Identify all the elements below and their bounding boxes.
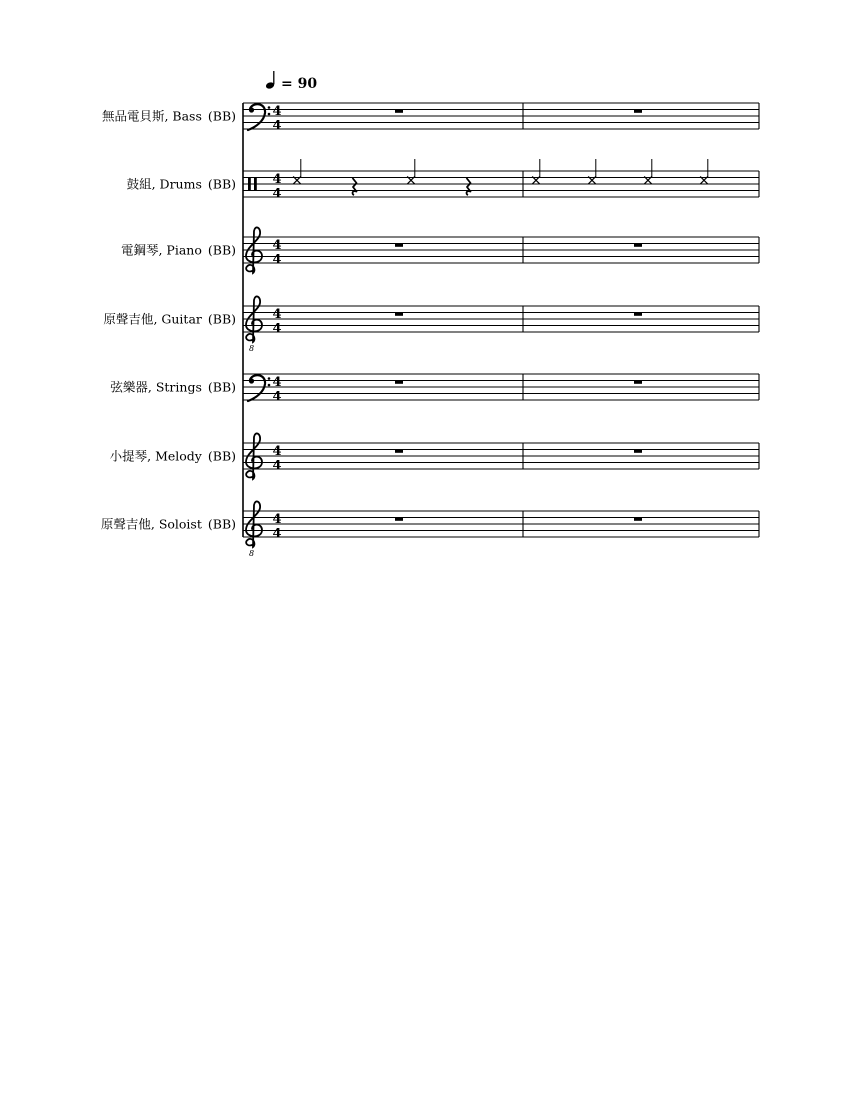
staff-label-zh: 鼓組 [126,176,152,192]
staff-label-en: , Piano [158,242,202,258]
bass-clef-dot [249,378,254,383]
time-signature-numerator: 4 [272,444,282,459]
staff-1 [102,103,759,134]
staff-label-tag: (BB) [207,448,236,464]
staff-label [127,177,236,192]
time-signature-denominator: 4 [272,389,282,405]
quarter-rest [353,178,357,195]
staff-label-en: , Bass [164,108,202,124]
staff-label [121,243,236,258]
staff-label-tag: (BB) [207,379,236,395]
time-signature-numerator: 4 [272,172,282,187]
staff-3 [121,227,759,273]
time-signature-numerator: 4 [272,307,282,322]
staff-label-zh: 無品電貝斯 [101,108,165,124]
staff-7 [101,501,759,558]
staff-label [103,312,236,327]
time-signature-denominator: 4 [272,526,282,542]
staff-label-tag: (BB) [207,176,236,192]
staff-label-en: , Strings [147,379,202,395]
staff-label-en: , Guitar [153,311,202,327]
time-signature-denominator: 4 [272,252,282,268]
staff-6 [110,433,759,479]
whole-rest [395,313,403,316]
staff-4 [103,296,759,353]
whole-rest [395,518,403,521]
bass-clef-dot-lower [268,384,271,387]
time-signature-numerator: 4 [272,375,282,390]
whole-rest [634,244,642,247]
staff-label [110,380,236,395]
time-signature-denominator: 4 [272,186,282,202]
staff-label-en: , Melody [147,448,202,464]
whole-rest [395,110,403,113]
whole-rest [634,518,642,521]
staff-label-tag: (BB) [207,516,236,532]
staff-label-zh: 原聲吉他 [100,516,151,532]
whole-rest [634,381,642,384]
whole-rest [395,244,403,247]
staff-label [110,449,236,464]
time-signature-denominator: 4 [272,458,282,474]
staff-2 [127,159,759,202]
bass-clef-dot-upper [268,377,271,380]
whole-rest [395,381,403,384]
staff-label-tag: (BB) [207,311,236,327]
time-signature-numerator: 4 [272,512,282,527]
quarter-rest [467,178,471,195]
percussion-clef-icon [254,178,257,191]
staff-label-zh: 弦樂器 [110,379,148,395]
time-signature-numerator: 4 [272,104,282,119]
octave-8-mark: 8 [248,549,255,558]
percussion-clef-icon [248,178,251,191]
bass-clef-dot [249,107,254,112]
whole-rest [634,110,642,113]
whole-rest [634,450,642,453]
whole-rest [634,313,642,316]
staff-label-tag: (BB) [207,108,236,124]
staff-label-en: , Soloist [150,516,202,532]
bass-clef-dot-lower [268,113,271,116]
time-signature-numerator: 4 [272,238,282,253]
whole-rest [395,450,403,453]
staff-label-tag: (BB) [207,242,236,258]
staff-label-en: , Drums [151,176,202,192]
octave-8-mark: 8 [248,344,255,353]
staff-label-zh: 小提琴 [109,448,148,464]
staff-label-zh: 原聲吉他 [103,311,154,327]
time-signature-denominator: 4 [272,321,282,337]
tempo-value: = 90 [281,76,318,92]
staff-label [102,109,236,124]
tempo-marking [265,71,317,92]
staff-label-zh: 電鋼琴 [120,242,159,258]
time-signature-denominator: 4 [272,118,282,134]
staff-5 [110,374,759,405]
staff-label [101,517,236,532]
bass-clef-dot-upper [268,106,271,109]
